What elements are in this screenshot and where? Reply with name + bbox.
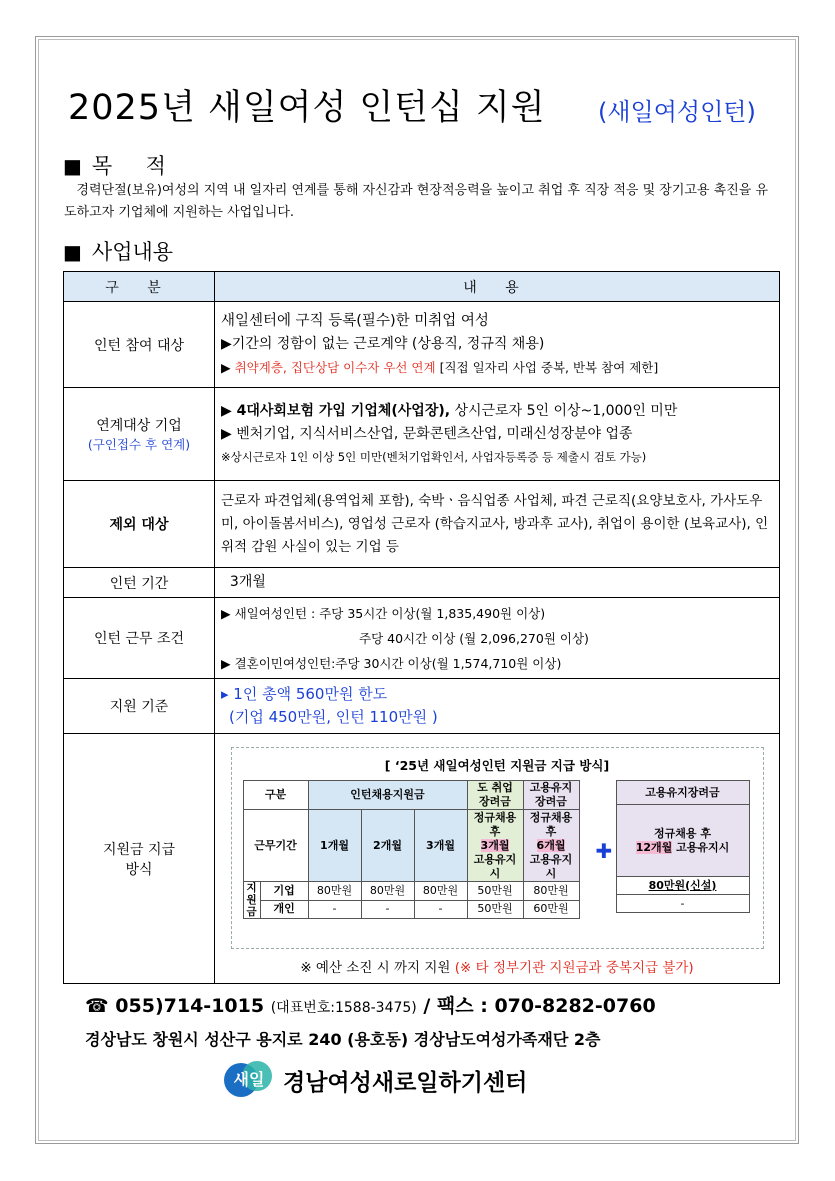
payment-subtable <box>243 780 580 919</box>
row-label-company: 연계대상 기업 (구인접수 후 연계) <box>64 388 215 481</box>
sub-r-company: 기업 <box>260 882 308 901</box>
target-line1: 새일센터에 구직 등록(필수)한 미취업 여성 <box>221 313 489 329</box>
company-line1: ▶ 4대사회보험 가입 기업체(사업장), 상시근로자 5인 이상~1,000인 미만 <box>221 402 678 419</box>
sub-side-label: 지원금 <box>243 882 260 919</box>
sub-m2: 2개월 <box>361 810 414 882</box>
table-row-target <box>64 302 780 388</box>
table-row-conditions <box>64 598 780 679</box>
fax-number: / 팩스 : 070-8282-0760 <box>423 995 656 1017</box>
sub-c-person-0: - <box>308 900 361 919</box>
section-purpose-heading: ■ 목 적 <box>63 154 166 178</box>
section-business-heading: ■ 사업내용 <box>63 240 174 264</box>
logo-text: 새일 <box>233 1070 265 1089</box>
standard-line1: ▸ 1인 총액 560만원 한도 <box>221 685 388 703</box>
sub-c-company-3: 50만원 <box>467 882 523 901</box>
sub-r-person: 개인 <box>260 900 308 919</box>
phone-icon: ☎ <box>85 995 109 1017</box>
table-row-exclude <box>64 481 780 568</box>
sub-keep-cond: 정규채용 후 6개월 고용유지 시 <box>523 810 579 882</box>
row-label-conditions: 인턴 근무 조건 <box>64 598 215 679</box>
row-content-period: 3개월 <box>215 568 780 598</box>
page-title: 2025년 새일여성 인턴십 지원 <box>68 88 546 128</box>
row-content-target <box>215 302 780 388</box>
sub-h-intern: 인턴채용지원금 <box>308 781 467 810</box>
payment-box-title: [ ‘25년 새일여성인턴 지원금 지급 방식] <box>384 758 610 773</box>
sub2-head: 고용유지장려금 <box>616 781 749 805</box>
table-row-payment <box>64 734 780 984</box>
header-category: 구 분 <box>64 272 215 302</box>
sub2-company: 80만원(신설) <box>616 877 749 895</box>
sub-c-person-4: 60만원 <box>523 900 579 919</box>
sub-h-period: 근무기간 <box>243 810 308 882</box>
table-header-row <box>64 272 780 302</box>
target-line2: ▶기간의 정함이 없는 근로계약 (상용직, 정규직 채용) <box>221 336 545 352</box>
saeil-logo-icon <box>222 1058 276 1098</box>
square-bullet-icon: ■ <box>63 154 82 178</box>
conditions-line2: 주당 40시간 이상 (월 2,096,270원 이상) <box>359 630 589 646</box>
rep-number: (대표번호:1588-3475) <box>270 1000 417 1016</box>
sub2-cond: 정규채용 후 12개월 고용유지시 <box>616 805 749 877</box>
plus-icon: ✚ <box>595 839 613 863</box>
sub-m1: 1개월 <box>308 810 361 882</box>
row-content-payment <box>215 734 780 984</box>
sub-c-person-1: - <box>361 900 414 919</box>
row-content-exclude: 근로자 파견업체(용역업체 포함), 숙박ㆍ음식업종 사업체, 파견 근로직(요양보호사, 가사도우미, 아이돌봄서비스), 영업성 근로자 (학습지교사, 방과후 교사), 취업이 용이한 (보육교사), 인위적 감원 사실이 있는 기업 등 <box>215 481 780 568</box>
row-label-standard: 지원 기준 <box>64 679 215 734</box>
payment-method-box <box>231 747 764 949</box>
sub-h-do: 도 취업 장려금 <box>467 781 523 810</box>
square-bullet-icon: ■ <box>63 240 82 264</box>
row-label-payment: 지원금 지급 방식 <box>64 734 215 984</box>
sub-c-company-4: 80만원 <box>523 882 579 901</box>
table-row-company <box>64 388 780 481</box>
sub-c-company-2: 80만원 <box>414 882 467 901</box>
sub2-person: - <box>616 895 749 913</box>
table-row-period <box>64 568 780 598</box>
sub-c-person-3: 50만원 <box>467 900 523 919</box>
row-content-standard <box>215 679 780 734</box>
conditions-line3: ▶ 결혼이민여성인턴:주당 30시간 이상(월 1,574,710원 이상) <box>221 655 562 671</box>
contact-line <box>85 991 656 1018</box>
sub-c-company-0: 80만원 <box>308 882 361 901</box>
sub-m3: 3개월 <box>414 810 467 882</box>
company-line3: ※상시근로자 1인 이상 5인 미만(벤처기업확인서, 사업자등록증 등 제출시 검토 가능) <box>221 449 647 464</box>
company-line2: ▶ 벤처기업, 지식서비스산업, 문화콘텐츠산업, 미래신성장분야 업종 <box>221 425 633 442</box>
business-table <box>63 271 780 984</box>
sub-c-person-2: - <box>414 900 467 919</box>
page-title-sub: (새일여성인턴) <box>598 98 756 126</box>
row-content-company <box>215 388 780 481</box>
sub-h-keep: 고용유지 장려금 <box>523 781 579 810</box>
target-line3: ▶ 취약계층, 집단상담 이수자 우선 연계 [직접 일자리 사업 중복, 반복 참여 제한] <box>221 360 659 375</box>
standard-line2: (기업 450만원, 인턴 110만원 ) <box>229 708 438 726</box>
org-name: 경남여성새로일하기센터 <box>283 1070 528 1096</box>
phone-number: 055)714-1015 <box>115 995 265 1017</box>
table-row-standard <box>64 679 780 734</box>
sub-do-cond: 정규채용 후 3개월 고용유지 시 <box>467 810 523 882</box>
conditions-line1: ▶ 새일여성인턴 : 주당 35시간 이상(월 1,835,490원 이상) <box>221 605 546 621</box>
payment-subtable-keep <box>616 780 750 913</box>
sub-h-gubun: 구분 <box>243 781 308 810</box>
row-label-target: 인턴 참여 대상 <box>64 302 215 388</box>
payment-note: ※ 예산 소진 시 까지 지원 (※ 타 정부기관 지원금과 중복지급 불가) <box>300 960 694 976</box>
row-content-conditions <box>215 598 780 679</box>
sub-c-company-1: 80만원 <box>361 882 414 901</box>
row-label-exclude: 제외 대상 <box>64 481 215 568</box>
purpose-text: 경력단절(보유)여성의 지역 내 일자리 연계를 통해 자신감과 현장적응력을 높이고 취업 후 직장 적응 및 장기고용 촉진을 유도하고자 기업체에 지원하는 사업입니다. <box>64 183 769 220</box>
address: 경상남도 창원시 성산구 용지로 240 (용호동) 경상남도여성가족재단 2층 <box>85 1030 601 1049</box>
row-label-period: 인턴 기간 <box>64 568 215 598</box>
header-content: 내 용 <box>215 272 780 302</box>
